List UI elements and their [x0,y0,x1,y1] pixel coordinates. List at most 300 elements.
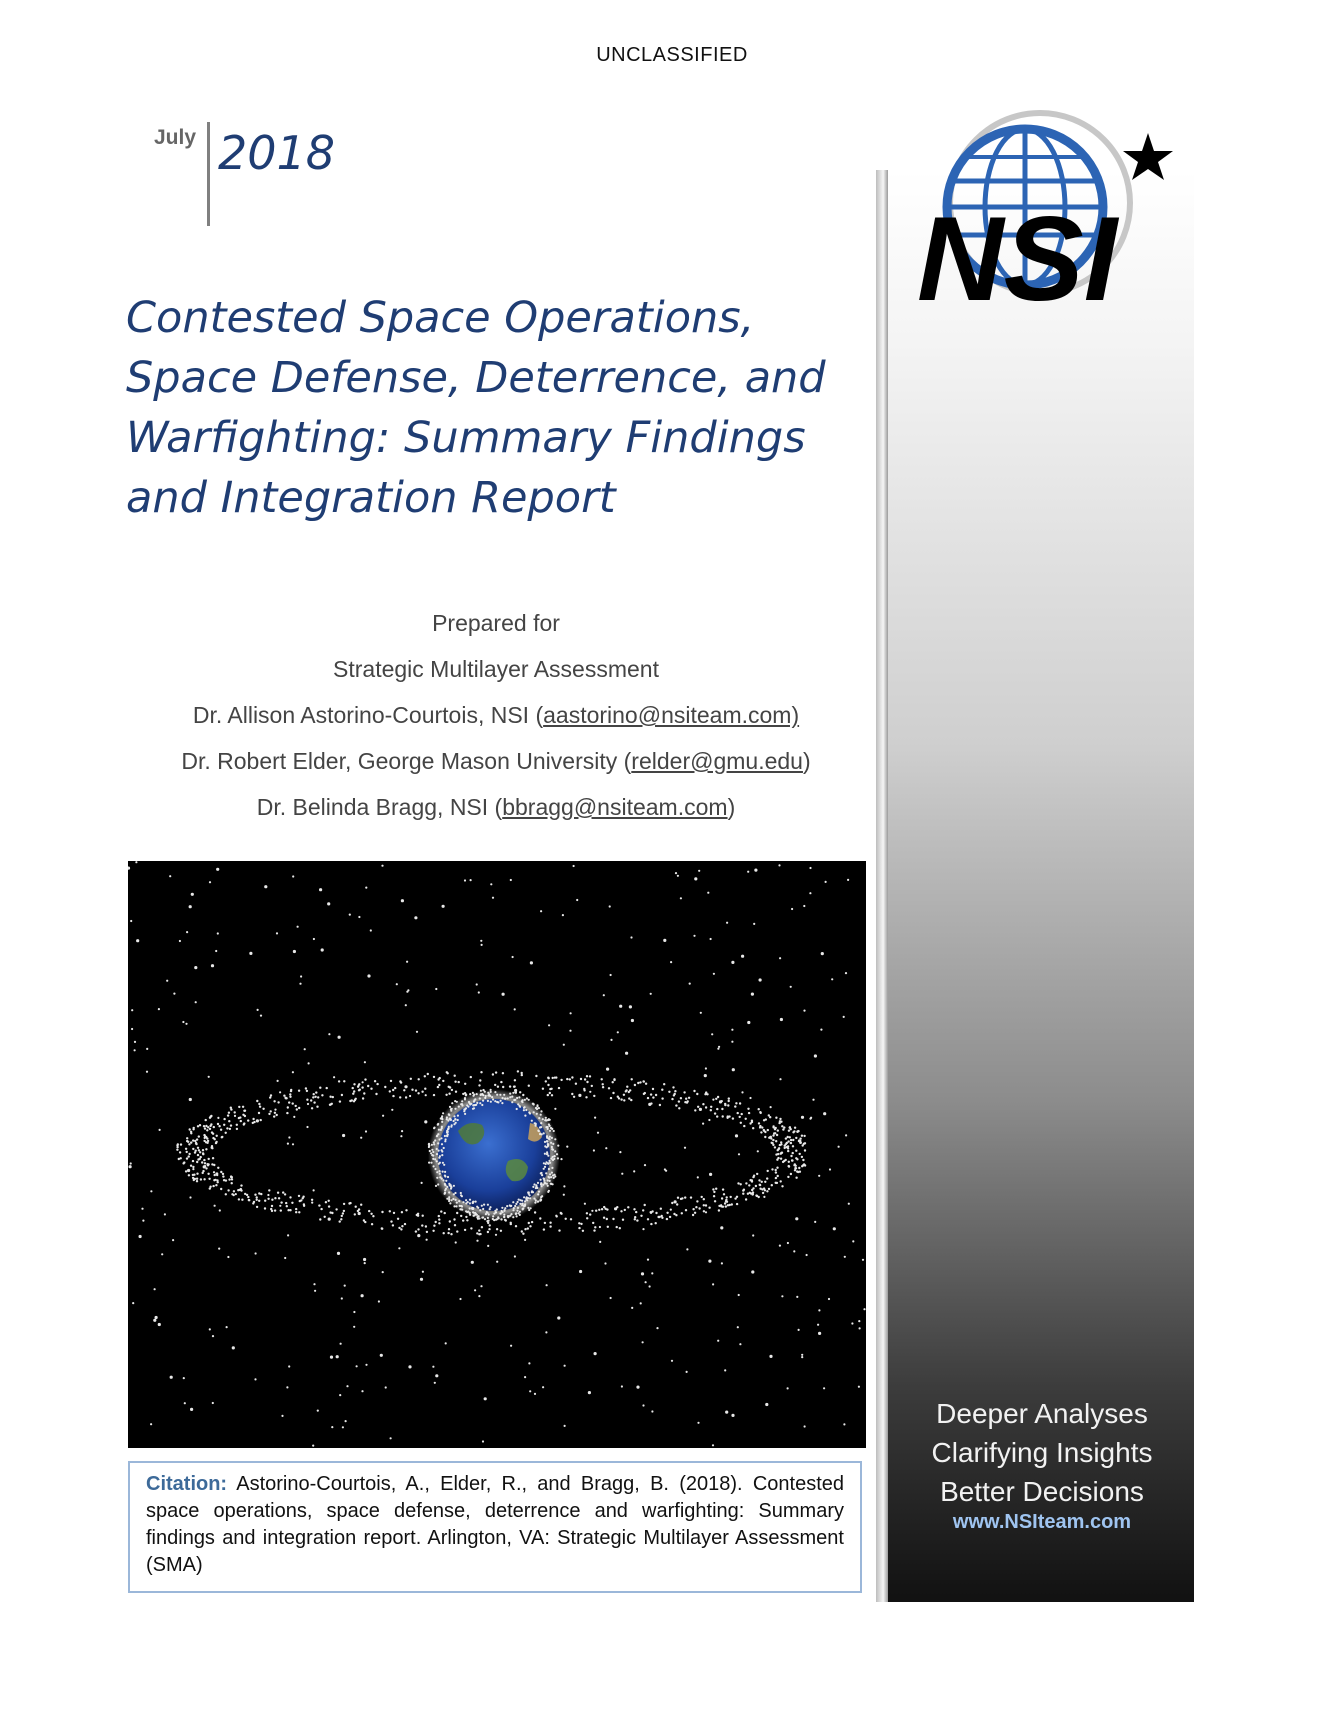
debris-dot [338,1080,340,1082]
debris-dot [400,1228,402,1230]
debris-dot [208,1076,210,1078]
debris-dot [190,1132,192,1134]
debris-dot [501,1211,503,1213]
debris-dot [420,1278,423,1281]
debris-dot [769,1136,771,1138]
debris-dot [538,1117,540,1119]
debris-dot [444,1193,446,1195]
debris-dot [765,1118,767,1120]
debris-dot [787,1136,789,1138]
debris-dot [547,1126,549,1128]
debris-dot [283,1095,285,1097]
debris-dot [795,1137,797,1139]
debris-dot [331,1426,333,1428]
debris-dot [390,1080,392,1082]
debris-dot [438,1084,440,1086]
debris-dot [710,1109,712,1111]
debris-dot [186,1137,188,1139]
debris-dot [484,1218,486,1220]
debris-dot [528,1191,530,1193]
debris-dot [516,1210,518,1212]
debris-dot [782,1128,784,1130]
debris-dot [542,1088,544,1090]
debris-dot [344,1285,346,1287]
debris-dot [721,1262,723,1264]
debris-dot [738,1294,740,1296]
debris-dot [231,1182,233,1184]
debris-dot [472,1202,474,1204]
debris-dot [292,1102,294,1104]
classification-marking: UNCLASSIFIED [596,44,748,66]
debris-dot [476,1206,478,1208]
debris-dot [796,1158,798,1160]
debris-dot [487,1231,489,1233]
debris-dot [726,922,728,924]
debris-dot [536,1105,538,1107]
debris-dot [410,1078,412,1080]
debris-dot [547,1179,549,1181]
sidebar-edge [876,170,888,1602]
debris-dot [481,944,483,946]
debris-dot [417,1234,420,1237]
debris-dot [661,1217,663,1219]
debris-dot [488,1228,490,1230]
debris-dot [791,1159,793,1161]
debris-dot [620,1210,622,1212]
debris-dot [663,939,666,942]
debris-dot [418,1078,420,1080]
debris-dot [586,1081,588,1083]
debris-dot [724,1369,726,1371]
debris-dot [436,1135,438,1137]
debris-dot [617,1031,619,1033]
debris-dot [208,1158,210,1160]
debris-dot [736,1203,738,1205]
debris-dot [453,1218,455,1220]
debris-dot [404,1223,406,1225]
debris-dot [586,1075,588,1077]
debris-dot [644,1204,646,1206]
debris-dot [448,1126,450,1128]
debris-dot [511,1101,513,1103]
debris-dot [828,1298,830,1300]
debris-dot [553,1158,555,1160]
debris-dot [196,1138,198,1140]
debris-dot [417,1228,419,1230]
debris-dot [591,1085,593,1087]
debris-dot [685,1098,687,1100]
debris-dot [556,1215,558,1217]
debris-dot [142,1220,144,1222]
debris-dot [215,950,217,952]
debris-dot [439,1176,441,1178]
debris-dot [304,1048,306,1050]
debris-dot [554,1150,556,1152]
debris-dot [194,1178,196,1180]
debris-dot [158,1323,161,1326]
debris-dot [158,1008,160,1010]
debris-dot [818,1175,820,1177]
debris-dot [605,1147,607,1149]
debris-dot [761,1126,763,1128]
debris-dot [478,991,480,993]
debris-dot [447,1176,449,1178]
debris-dot [437,1086,439,1088]
debris-dot [535,1075,537,1077]
tagline-line: Clarifying Insights [931,1437,1153,1468]
debris-dot [812,1099,814,1101]
debris-dot [735,1134,738,1137]
debris-dot [192,1168,194,1170]
debris-dot [398,1227,400,1229]
debris-dot [593,1149,595,1151]
debris-dot [647,1259,649,1261]
debris-dot [737,1326,739,1328]
debris-dot [713,1195,715,1197]
author-email-link[interactable]: bbragg@nsiteam.com [502,794,728,820]
debris-dot [545,1172,547,1174]
debris-dot [569,1030,571,1032]
debris-dot [527,1227,529,1229]
debris-dot [651,1272,653,1274]
debris-dot [464,1083,466,1085]
debris-dot [674,1093,676,1095]
debris-dot [844,1256,846,1258]
debris-dot [649,1285,651,1287]
debris-dot [634,1084,636,1086]
debris-dot [760,1131,762,1133]
debris-dot [455,1091,457,1093]
debris-dot [524,1106,526,1108]
debris-dot [197,1125,199,1127]
debris-dot [339,1394,341,1396]
debris-dot [446,1186,448,1188]
debris-dot [449,1220,451,1222]
debris-dot [539,1217,541,1219]
debris-dot [465,1199,467,1201]
debris-dot [613,1079,615,1081]
debris-dot [551,1094,553,1096]
debris-dot [204,1165,206,1167]
debris-dot [518,1096,520,1098]
debris-dot [612,1081,614,1083]
debris-dot [226,1326,228,1328]
debris-dot [230,1107,232,1109]
debris-dot [427,1073,429,1075]
debris-dot [264,1207,266,1209]
debris-dot [745,1118,747,1120]
debris-dot [767,1129,769,1131]
debris-dot [298,1195,300,1197]
debris-dot [515,1203,517,1205]
debris-dot [717,1096,719,1098]
debris-dot [665,1170,667,1172]
debris-dot [588,1391,591,1394]
debris-dot [298,1211,300,1213]
debris-dot [176,1149,178,1151]
debris-dot [232,1346,235,1349]
debris-dot [397,1218,399,1220]
debris-dot [343,1080,345,1082]
debris-dot [382,1271,384,1273]
debris-dot [453,1205,455,1207]
debris-dot [438,1215,440,1217]
debris-dot [777,1175,779,1177]
debris-dot [229,1128,231,1130]
debris-dot [549,1092,551,1094]
debris-dot [392,1089,394,1091]
debris-dot [376,1083,378,1085]
debris-dot [258,1192,260,1194]
debris-dot [313,1101,315,1103]
debris-dot [636,1219,638,1221]
debris-dot [723,1193,725,1195]
debris-dot [212,1335,214,1337]
debris-dot [447,1119,449,1121]
debris-dot [862,1259,864,1261]
debris-dot [409,1095,411,1097]
debris-dot [446,1135,448,1137]
debris-dot [728,1100,730,1102]
debris-dot [444,1184,446,1186]
debris-dot [190,1408,193,1411]
debris-dot [349,1100,351,1102]
debris-dot [727,1115,729,1117]
debris-dot [435,1374,438,1377]
debris-dot [211,964,214,967]
debris-dot [448,1114,450,1116]
debris-dot [286,1205,288,1207]
debris-dot [281,1415,283,1417]
debris-dot [200,1156,202,1158]
debris-dot [214,1174,216,1176]
debris-dot [534,1393,536,1395]
debris-dot [705,1106,707,1108]
debris-dot [438,1129,440,1131]
debris-dot [361,1086,363,1088]
debris-dot [560,1079,562,1081]
debris-dot [603,994,605,996]
debris-dot [749,1179,751,1181]
debris-dot [708,1119,710,1121]
debris-dot [595,1210,597,1212]
debris-dot [660,1208,662,1210]
debris-dot [495,1234,497,1236]
debris-dot [234,1115,236,1117]
debris-dot [430,1162,432,1164]
debris-dot [509,1096,511,1098]
debris-dot [513,1207,515,1209]
debris-dot [188,1143,190,1145]
debris-dot [252,1118,254,1120]
debris-dot [459,1208,461,1210]
debris-dot [208,1178,210,1180]
debris-dot [513,1085,515,1087]
debris-dot [728,1097,730,1099]
debris-dot [367,1085,369,1087]
debris-dot [549,1136,551,1138]
debris-dot [721,1108,723,1110]
debris-dot [449,1183,451,1185]
debris-dot [522,1207,524,1209]
debris-dot [434,1168,436,1170]
debris-dot [494,1084,496,1086]
debris-dot [478,1084,480,1086]
debris-dot [228,1178,230,1180]
debris-dot [446,1116,448,1118]
debris-dot [358,916,360,918]
debris-dot [550,1142,552,1144]
debris-dot [677,1197,679,1199]
debris-dot [630,936,632,938]
debris-dot [524,1203,526,1205]
debris-dot [548,1077,550,1079]
debris-dot [490,1089,492,1091]
debris-dot [528,1099,530,1101]
debris-dot [779,1078,781,1080]
debris-dot [552,1077,554,1079]
debris-dot [328,1218,331,1221]
debris-dot [205,1136,207,1138]
debris-dot [216,1135,218,1137]
debris-dot [289,1209,291,1211]
debris-dot [365,1130,367,1132]
debris-dot [325,1201,327,1203]
debris-dot [292,875,294,877]
debris-dot [150,1190,152,1192]
debris-dot [759,1125,761,1127]
debris-dot [487,1100,489,1102]
debris-dot [532,1191,534,1193]
debris-dot [818,1309,820,1311]
debris-dot [737,1182,739,1184]
debris-dot [185,1170,187,1172]
debris-dot [496,1094,498,1096]
debris-dot [433,1141,435,1143]
debris-dot [207,1164,209,1166]
debris-dot [522,1099,524,1101]
debris-dot [543,1132,545,1134]
debris-dot [465,1216,467,1218]
debris-dot [401,1225,403,1227]
debris-dot [201,1161,203,1163]
debris-dot [576,899,578,901]
debris-dot [246,1194,248,1196]
debris-dot [340,1218,342,1220]
debris-dot [532,1186,534,1188]
debris-dot [535,1184,537,1186]
debris-dot [516,1097,518,1099]
debris-dot [739,1343,741,1345]
debris-dot [740,1183,742,1185]
debris-dot [622,1219,624,1221]
debris-dot [779,1144,781,1146]
debris-dot [205,1167,207,1169]
debris-dot [845,972,847,974]
debris-dot [319,1218,321,1220]
debris-dot [472,1208,474,1210]
author-email-link[interactable]: aastorino@nsiteam.com) [543,702,800,728]
debris-dot [634,1216,636,1218]
debris-dot [436,1177,438,1179]
debris-dot [146,1048,148,1050]
debris-dot [464,1098,466,1100]
debris-dot [547,1155,549,1157]
debris-dot [685,1209,687,1211]
debris-dot [599,1241,601,1243]
debris-dot [761,1181,763,1183]
debris-dot [780,1018,783,1021]
debris-dot [534,1211,536,1213]
debris-dot [189,1128,191,1130]
debris-dot [645,1083,647,1085]
debris-dot [194,966,197,969]
debris-dot [455,1205,457,1207]
debris-dot [236,1128,238,1130]
debris-dot [792,1139,794,1141]
debris-dot [456,1230,458,1232]
debris-dot [469,1202,471,1204]
debris-dot [514,1205,516,1207]
debris-dot [463,1110,465,1112]
debris-dot [745,1182,747,1184]
debris-dot [557,1145,559,1147]
debris-dot [801,1165,803,1167]
debris-dot [491,1096,493,1098]
website-link[interactable]: www.NSIteam.com [952,1511,1132,1533]
debris-dot [718,1046,720,1048]
debris-dot [256,1199,258,1201]
debris-dot [610,1097,612,1099]
debris-dot [225,1193,227,1195]
debris-dot [406,991,408,993]
debris-dot [672,1086,674,1088]
debris-dot [215,1184,217,1186]
debris-dot [425,1225,427,1227]
debris-dot [602,1083,604,1085]
debris-dot [353,1090,355,1092]
debris-dot [479,1209,481,1211]
debris-dot [342,1212,344,1214]
debris-dot [749,1122,751,1124]
debris-dot [277,1080,279,1082]
debris-dot [406,961,408,963]
debris-dot [450,1126,452,1128]
debris-dot [317,1096,319,1098]
debris-dot [242,1106,244,1108]
debris-dot [546,1140,548,1142]
debris-dot [533,1183,535,1185]
author-email-link[interactable]: relder@gmu.edu [631,748,803,774]
debris-dot [655,1094,657,1096]
debris-dot [801,1354,803,1356]
debris-dot [764,1136,766,1138]
debris-dot [130,920,132,922]
debris-dot [238,1198,240,1200]
debris-dot [633,1208,635,1210]
debris-dot [134,1041,136,1043]
debris-dot [456,1212,458,1214]
debris-dot [422,1215,424,1217]
debris-dot [532,1103,534,1105]
debris-dot [216,1179,218,1181]
debris-dot [479,1079,481,1081]
debris-dot [494,1210,496,1212]
debris-dot [424,1120,427,1123]
debris-dot [202,1149,204,1151]
debris-dot [863,1308,865,1310]
debris-dot [442,1162,444,1164]
